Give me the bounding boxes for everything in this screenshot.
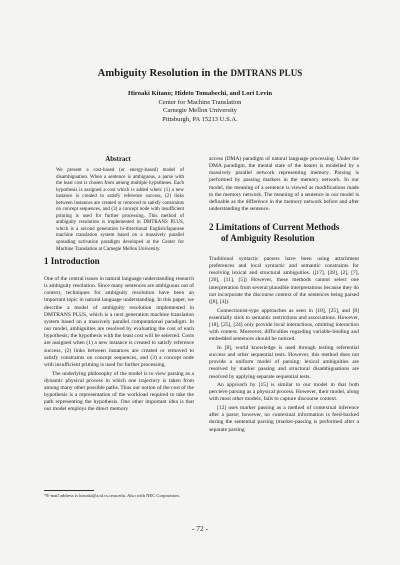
section-2-heading-line-1: 2 Limitations of Current Methods — [209, 222, 340, 232]
author-address: Pittsburgh, PA 15213 U.S.A. — [162, 115, 238, 123]
section-2-heading-line-2: of Ambiguity Resolution — [221, 232, 315, 243]
section-2-paragraph: Connectionist-type approaches as seen in [18], [25], and [8] essentially stick to semantic restrictions and associations. However, [18], [25], [24] only provide local interactions, omitting interaction with context. Moreover, difficulties regarding variable-binding and embedded sentences should be noticed. — [209, 307, 359, 343]
author-university: Carnegie Mellon University — [163, 107, 237, 115]
footnote-rule — [44, 490, 94, 491]
title-system-name: DMTRANS PLUS — [230, 68, 303, 78]
section-2-body — [209, 256, 359, 434]
section-1-paragraph: One of the central issues in natural language understanding research is ambiguity resolution. Since many sentences are ambiguous out of context, techniques for ambiguity resolution have been an important topic in natural language understanding. In this paper, we describe a model of ambiguity resolution implemented in DMTRANS PLUS, which is a next generation machine translation system based on a massively parallel computational paradigm. In our model, ambiguities are resolved by evaluating the cost of each hypothesis; the hypothesis with the least cost will be selected. Costs are assigned when (1) a new instance is created to satisfy reference success, (2) links between instances are created or removed to satisfy constraints on concept sequences, and (3) a concept node with insufficient priming is used for further processing. — [44, 276, 194, 368]
abstract-text: We present a cost-based (or energy-based) model of disambiguation. When a sentence is ambiguous, a parse with the least cost is chosen from among multiple hypotheses. Each hypothesis is assigned a cost which is added when: (1) a new instance is created to satisfy reference success, (2) links between instances are created or removed to satisfy constraints on concept sequences, and (3) a concept node with insufficient priming is used for further processing. This method of ambiguity resolution is implemented in DMTRANS PLUS, which is a second generation bi-directional English/Japanese machine translation system based on a massively parallel spreading activation paradigm developed at the Center for Machine Translation at Carnegie Mellon University. — [56, 168, 184, 252]
abstract-heading: Abstract — [105, 156, 131, 163]
section-1-heading: 1 Introduction — [44, 256, 100, 266]
author-affiliation: Center for Machine Translation — [158, 98, 242, 106]
footnote: *E-mail address is hiroaki@a.nl.cs.cmu.edu. Also with NEC Corporation. — [44, 493, 180, 498]
continuation-paragraph: access (DMA) paradigm of natural language processing. Under the DMA paradigm, the mental state of the hearer is modelled by a massively parallel network representing memory. Parsing is performed by passing markers in the memory network. In our model, the meaning of a sentence is viewed as modifications made to the memory network. The meaning of a sentence in our model is definable as the difference in the memory network before and after understanding the sentence. — [209, 156, 359, 213]
section-1-body — [44, 276, 194, 413]
author-block — [0, 90, 400, 124]
section-2-paragraph: [12] uses marker passing as a method of contextual inference after a parse; however, no contextual information is feed-backed during the sentential parsing (marker-passing is performed after a separate parsing — [209, 405, 359, 433]
paper-title — [0, 68, 400, 79]
section-2-paragraph: In [8], world knowledge is used through testing referential success and other sequential tests. However, this method does not provide a uniform model of parsing: lexical ambiguities are resolved by marker passing and structural disambiguations are resolved by applying separate sequential tests. — [209, 344, 359, 380]
section-2-paragraph: Traditional syntactic parsers have been using attachment preferences and local syntactic and semantic constraints for resolving lexical and structural ambiguities. ([17], [28], [2], [7], [26], [11], [5]) However, these methods cannot select one interpretation from several plausible interpretations because they do not incorporate the discourse context of the sentences being parsed ([8], [4]). — [209, 256, 359, 305]
section-1-paragraph: The underlying philosophy of the model is to view parsing as a dynamic physical process in which one trajectory is taken from among many other possible paths. Thus our notion of the cost of the hypothesis is a representation of the workload required to take the path representing the hypothesis. One other important idea is that our model employs the direct memory — [44, 370, 194, 413]
right-column-continuation — [209, 156, 359, 213]
page-number: - 72 - — [191, 524, 208, 533]
section-2-heading — [209, 222, 361, 243]
title-main: Ambiguity Resolution in the — [97, 68, 231, 79]
author-names: Hiroaki Kitano; Hideto Tomabechi, and Lori Levin — [127, 90, 273, 97]
section-2-paragraph: An approach by [15] is similar to our model in that both percieve parsing as a physical process. However, their model, along with most other models, fails to capture discourse context. — [209, 382, 359, 403]
